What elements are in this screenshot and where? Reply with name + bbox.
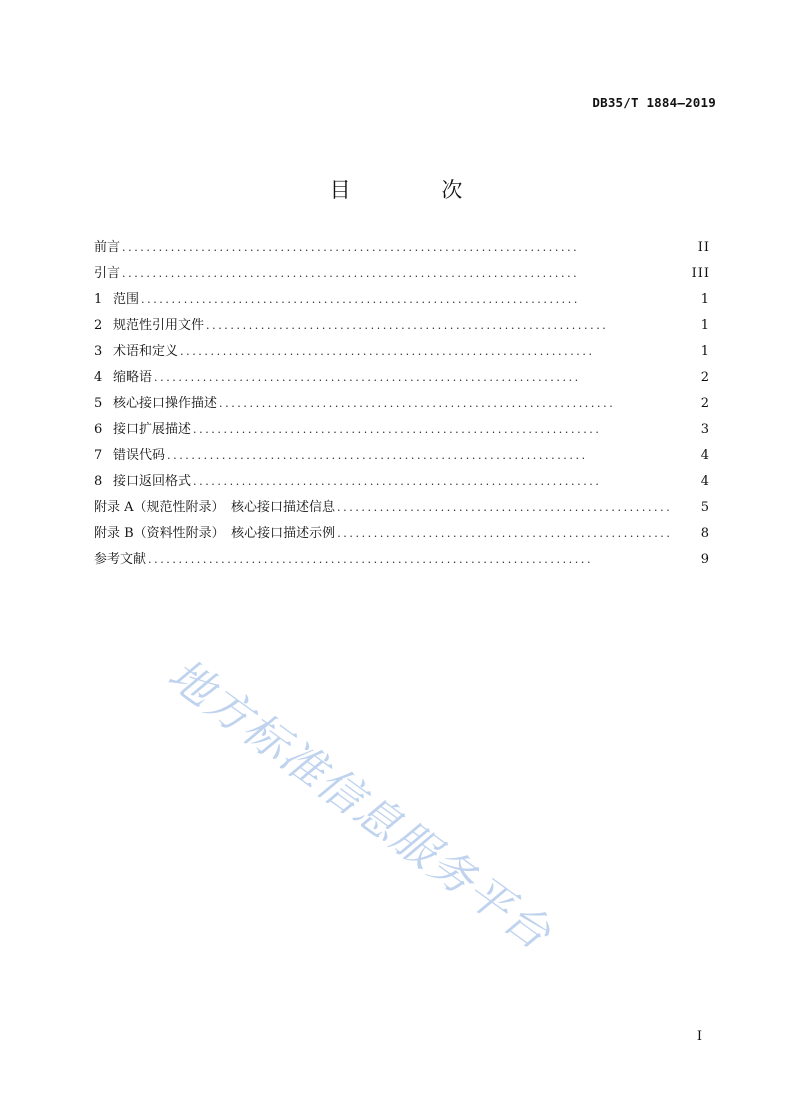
toc-entry[interactable] [94, 496, 710, 522]
toc-leader-dots: ................................................................. [219, 397, 616, 410]
toc-entry[interactable] [94, 392, 710, 418]
toc-leader-dots: ........................................................................... [122, 267, 580, 280]
toc-leader-dots: ................................................................... [193, 475, 602, 488]
toc-entry[interactable] [94, 470, 710, 496]
toc-entry-number: 3 [94, 344, 103, 359]
toc-entry-page: II [697, 240, 710, 255]
toc-entry-label: 错误代码 [113, 448, 166, 463]
toc-entry[interactable] [94, 548, 710, 574]
toc-entry[interactable] [94, 522, 710, 548]
toc-entry-number: 8 [94, 474, 103, 489]
toc-entry-page: 4 [700, 448, 710, 463]
table-of-contents [94, 236, 710, 574]
toc-entry-number: 7 [94, 448, 103, 463]
toc-leader-dots: ................................................................... [193, 423, 602, 436]
toc-entry-label: 附录 B（资料性附录） 核心接口描述示例 [94, 526, 336, 541]
toc-entry-label: 前言 [94, 240, 121, 255]
toc-entry-page: III [691, 266, 710, 281]
toc-leader-dots: ..................................................................... [167, 449, 588, 462]
toc-entry-label: 接口扩展描述 [113, 422, 192, 437]
page-number: I [696, 1029, 702, 1044]
toc-entry-page: 8 [700, 526, 710, 541]
toc-leader-dots: ......................................................................... [148, 553, 594, 566]
standard-code: DB35/T 1884—2019 [592, 95, 716, 110]
toc-entry-number: 4 [94, 370, 103, 385]
toc-entry-page: 1 [700, 344, 710, 359]
toc-entry-page: 2 [700, 396, 710, 411]
toc-entry[interactable] [94, 236, 710, 262]
toc-leader-dots: ....................................................... [337, 527, 673, 540]
toc-entry[interactable] [94, 418, 710, 444]
toc-entry-label: 附录 A（规范性附录） 核心接口描述信息 [94, 500, 336, 515]
watermark: 地方标准信息服务平台 [158, 648, 561, 961]
toc-entry-page: 9 [700, 552, 710, 567]
toc-entry-page: 1 [700, 292, 710, 307]
toc-leader-dots: .................................................................... [180, 345, 595, 358]
toc-entry-page: 1 [700, 318, 710, 333]
toc-entry-label: 规范性引用文件 [113, 318, 205, 333]
toc-entry[interactable] [94, 262, 710, 288]
toc-entry-label: 参考文献 [94, 552, 147, 567]
toc-entry-label: 引言 [94, 266, 121, 281]
toc-entry[interactable] [94, 314, 710, 340]
toc-entry-page: 3 [700, 422, 710, 437]
toc-entry-label: 缩略语 [113, 370, 153, 385]
toc-entry[interactable] [94, 288, 710, 314]
toc-leader-dots: ....................................................... [337, 501, 673, 514]
toc-leader-dots: ...................................................................... [154, 371, 581, 384]
toc-entry-label: 核心接口操作描述 [113, 396, 218, 411]
toc-entry-label: 范围 [113, 292, 140, 307]
toc-entry-page: 2 [700, 370, 710, 385]
toc-entry-number: 2 [94, 318, 103, 333]
toc-leader-dots: ........................................................................... [122, 241, 580, 254]
toc-entry-number: 6 [94, 422, 103, 437]
toc-leader-dots: .................................................................. [206, 319, 609, 332]
toc-entry-label: 接口返回格式 [113, 474, 192, 489]
toc-entry[interactable] [94, 444, 710, 470]
toc-entry-number: 1 [94, 292, 103, 307]
toc-entry-label: 术语和定义 [113, 344, 179, 359]
toc-leader-dots: ........................................................................ [141, 293, 580, 306]
toc-entry[interactable] [94, 366, 710, 392]
toc-entry-page: 4 [700, 474, 710, 489]
toc-entry[interactable] [94, 340, 710, 366]
toc-entry-number: 5 [94, 396, 103, 411]
page-title: 目 次 [329, 178, 505, 202]
toc-entry-page: 5 [700, 500, 710, 515]
